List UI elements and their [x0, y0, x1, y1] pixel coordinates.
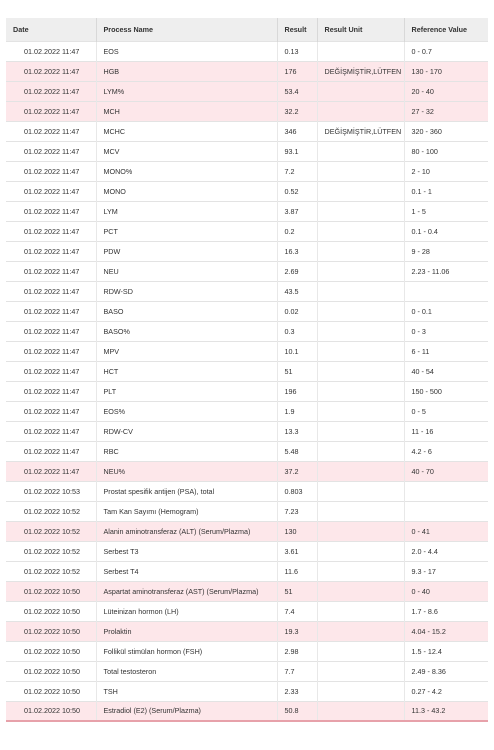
cell-process-name: Aspartat aminotransferaz (AST) (Serum/Plazma)	[96, 581, 277, 601]
cell-reference-value: 80 - 100	[404, 141, 488, 161]
cell-date: 01.02.2022 11:47	[6, 401, 96, 421]
cell-result: 176	[277, 61, 317, 81]
table-body	[6, 41, 488, 721]
cell-process-name: BASO%	[96, 321, 277, 341]
cell-result-unit	[317, 641, 404, 661]
cell-result: 5.48	[277, 441, 317, 461]
cell-process-name: MCH	[96, 101, 277, 121]
table-row[interactable]	[6, 321, 488, 341]
header-result[interactable]: Result	[277, 18, 317, 41]
cell-process-name: RDW-CV	[96, 421, 277, 441]
cell-result: 51	[277, 581, 317, 601]
cell-date: 01.02.2022 11:47	[6, 281, 96, 301]
cell-reference-value: 40 - 70	[404, 461, 488, 481]
cell-result: 93.1	[277, 141, 317, 161]
table-row[interactable]	[6, 661, 488, 681]
cell-result-unit	[317, 81, 404, 101]
cell-result-unit	[317, 441, 404, 461]
table-row[interactable]	[6, 521, 488, 541]
table-row[interactable]	[6, 501, 488, 521]
cell-reference-value	[404, 501, 488, 521]
cell-process-name: TSH	[96, 681, 277, 701]
table-row[interactable]	[6, 301, 488, 321]
cell-result: 0.13	[277, 41, 317, 61]
table-row[interactable]	[6, 441, 488, 461]
cell-reference-value: 1.7 - 8.6	[404, 601, 488, 621]
cell-process-name: MCV	[96, 141, 277, 161]
cell-date: 01.02.2022 10:50	[6, 581, 96, 601]
cell-date: 01.02.2022 10:53	[6, 481, 96, 501]
cell-result-unit	[317, 461, 404, 481]
cell-date: 01.02.2022 10:50	[6, 601, 96, 621]
cell-result: 7.23	[277, 501, 317, 521]
cell-date: 01.02.2022 11:47	[6, 101, 96, 121]
header-result-unit[interactable]: Result Unit	[317, 18, 404, 41]
cell-process-name: HCT	[96, 361, 277, 381]
cell-process-name: Follikül stimülan hormon (FSH)	[96, 641, 277, 661]
cell-result-unit	[317, 381, 404, 401]
cell-result: 43.5	[277, 281, 317, 301]
cell-reference-value: 0 - 5	[404, 401, 488, 421]
cell-date: 01.02.2022 11:47	[6, 141, 96, 161]
cell-process-name: LYM	[96, 201, 277, 221]
cell-process-name: EOS%	[96, 401, 277, 421]
cell-date: 01.02.2022 11:47	[6, 341, 96, 361]
cell-date: 01.02.2022 11:47	[6, 261, 96, 281]
cell-date: 01.02.2022 10:52	[6, 501, 96, 521]
cell-result-unit	[317, 501, 404, 521]
cell-result: 3.87	[277, 201, 317, 221]
cell-result-unit	[317, 541, 404, 561]
cell-reference-value	[404, 481, 488, 501]
cell-reference-value: 130 - 170	[404, 61, 488, 81]
cell-result: 50.8	[277, 701, 317, 721]
cell-result-unit	[317, 261, 404, 281]
lab-results-table	[6, 18, 488, 722]
table-row[interactable]	[6, 581, 488, 601]
cell-result: 3.61	[277, 541, 317, 561]
cell-date: 01.02.2022 11:47	[6, 121, 96, 141]
header-process-name[interactable]: Process Name	[96, 18, 277, 41]
cell-result: 0.803	[277, 481, 317, 501]
cell-date: 01.02.2022 11:47	[6, 161, 96, 181]
cell-reference-value	[404, 281, 488, 301]
cell-reference-value: 27 - 32	[404, 101, 488, 121]
cell-result-unit	[317, 401, 404, 421]
table-row[interactable]	[6, 81, 488, 101]
cell-result-unit	[317, 521, 404, 541]
table-row[interactable]	[6, 421, 488, 441]
cell-result: 7.4	[277, 601, 317, 621]
cell-date: 01.02.2022 11:47	[6, 201, 96, 221]
cell-reference-value: 1.5 - 12.4	[404, 641, 488, 661]
cell-date: 01.02.2022 11:47	[6, 421, 96, 441]
cell-result-unit	[317, 341, 404, 361]
cell-result-unit	[317, 181, 404, 201]
cell-result-unit	[317, 681, 404, 701]
table-row[interactable]	[6, 201, 488, 221]
cell-process-name: BASO	[96, 301, 277, 321]
cell-reference-value: 1 - 5	[404, 201, 488, 221]
cell-result: 7.7	[277, 661, 317, 681]
cell-process-name: PLT	[96, 381, 277, 401]
cell-reference-value: 320 - 360	[404, 121, 488, 141]
table-row[interactable]	[6, 181, 488, 201]
cell-date: 01.02.2022 10:50	[6, 641, 96, 661]
cell-result: 7.2	[277, 161, 317, 181]
table-row[interactable]	[6, 101, 488, 121]
cell-result: 51	[277, 361, 317, 381]
table-row[interactable]	[6, 121, 488, 141]
cell-reference-value: 4.2 - 6	[404, 441, 488, 461]
cell-process-name: MONO%	[96, 161, 277, 181]
cell-reference-value: 0 - 3	[404, 321, 488, 341]
cell-reference-value: 6 - 11	[404, 341, 488, 361]
table-row[interactable]	[6, 221, 488, 241]
table-row[interactable]	[6, 621, 488, 641]
cell-date: 01.02.2022 10:52	[6, 521, 96, 541]
cell-reference-value: 0.1 - 1	[404, 181, 488, 201]
cell-process-name: LYM%	[96, 81, 277, 101]
header-date[interactable]: Date	[6, 18, 96, 41]
cell-date: 01.02.2022 11:47	[6, 461, 96, 481]
cell-result-unit	[317, 661, 404, 681]
cell-process-name: PDW	[96, 241, 277, 261]
cell-process-name: MPV	[96, 341, 277, 361]
table-row[interactable]	[6, 381, 488, 401]
cell-date: 01.02.2022 10:52	[6, 541, 96, 561]
cell-reference-value: 0 - 41	[404, 521, 488, 541]
table-row[interactable]	[6, 61, 488, 81]
cell-result-unit: DEĞİŞMİŞTİR,LÜTFEN	[317, 61, 404, 81]
cell-result: 196	[277, 381, 317, 401]
cell-reference-value: 0.27 - 4.2	[404, 681, 488, 701]
cell-result: 2.33	[277, 681, 317, 701]
cell-process-name: MCHC	[96, 121, 277, 141]
cell-result-unit: DEĞİŞMİŞTİR,LÜTFEN	[317, 121, 404, 141]
table-row[interactable]	[6, 401, 488, 421]
cell-process-name: Serbest T3	[96, 541, 277, 561]
cell-date: 01.02.2022 11:47	[6, 221, 96, 241]
cell-result-unit	[317, 161, 404, 181]
cell-result: 19.3	[277, 621, 317, 641]
cell-process-name: NEU%	[96, 461, 277, 481]
header-reference-value[interactable]: Reference Value	[404, 18, 488, 41]
cell-result-unit	[317, 421, 404, 441]
cell-result-unit	[317, 701, 404, 721]
cell-reference-value: 2.0 - 4.4	[404, 541, 488, 561]
cell-process-name: PCT	[96, 221, 277, 241]
cell-reference-value: 20 - 40	[404, 81, 488, 101]
cell-result-unit	[317, 221, 404, 241]
cell-result-unit	[317, 141, 404, 161]
table-row[interactable]	[6, 641, 488, 661]
cell-result-unit	[317, 601, 404, 621]
table-row[interactable]	[6, 341, 488, 361]
cell-process-name: RBC	[96, 441, 277, 461]
header-row	[6, 18, 488, 41]
cell-result: 11.6	[277, 561, 317, 581]
cell-result: 346	[277, 121, 317, 141]
cell-date: 01.02.2022 11:47	[6, 181, 96, 201]
cell-date: 01.02.2022 11:47	[6, 61, 96, 81]
cell-process-name: Tam Kan Sayımı (Hemogram)	[96, 501, 277, 521]
cell-result-unit	[317, 281, 404, 301]
cell-result: 0.2	[277, 221, 317, 241]
cell-date: 01.02.2022 10:50	[6, 661, 96, 681]
table-row[interactable]	[6, 261, 488, 281]
table-row[interactable]	[6, 141, 488, 161]
cell-result: 130	[277, 521, 317, 541]
cell-result: 2.69	[277, 261, 317, 281]
cell-result-unit	[317, 201, 404, 221]
cell-process-name: Alanin aminotransferaz (ALT) (Serum/Plazma)	[96, 521, 277, 541]
table-row[interactable]	[6, 701, 488, 721]
table-row[interactable]	[6, 281, 488, 301]
cell-reference-value: 2.23 - 11.06	[404, 261, 488, 281]
table-row[interactable]	[6, 241, 488, 261]
cell-process-name: HGB	[96, 61, 277, 81]
cell-result: 0.3	[277, 321, 317, 341]
cell-result: 37.2	[277, 461, 317, 481]
table-row[interactable]	[6, 361, 488, 381]
cell-result-unit	[317, 621, 404, 641]
table-header	[6, 18, 488, 41]
cell-reference-value: 150 - 500	[404, 381, 488, 401]
cell-reference-value: 0 - 40	[404, 581, 488, 601]
cell-date: 01.02.2022 11:47	[6, 381, 96, 401]
table-row[interactable]	[6, 41, 488, 61]
table-row[interactable]	[6, 561, 488, 581]
cell-process-name: Total testosteron	[96, 661, 277, 681]
cell-reference-value: 0 - 0.1	[404, 301, 488, 321]
cell-result: 53.4	[277, 81, 317, 101]
table-row[interactable]	[6, 681, 488, 701]
table-row[interactable]	[6, 601, 488, 621]
cell-result: 0.52	[277, 181, 317, 201]
cell-process-name: Lüteinizan hormon (LH)	[96, 601, 277, 621]
cell-result: 2.98	[277, 641, 317, 661]
cell-reference-value: 2 - 10	[404, 161, 488, 181]
cell-result: 32.2	[277, 101, 317, 121]
table-row[interactable]	[6, 461, 488, 481]
table-row[interactable]	[6, 541, 488, 561]
table-row[interactable]	[6, 481, 488, 501]
table-row[interactable]	[6, 161, 488, 181]
cell-reference-value: 4.04 - 15.2	[404, 621, 488, 641]
cell-result-unit	[317, 481, 404, 501]
cell-date: 01.02.2022 10:50	[6, 621, 96, 641]
cell-result-unit	[317, 561, 404, 581]
cell-process-name: Estradiol (E2) (Serum/Plazma)	[96, 701, 277, 721]
cell-date: 01.02.2022 11:47	[6, 441, 96, 461]
cell-result: 16.3	[277, 241, 317, 261]
cell-result-unit	[317, 321, 404, 341]
cell-process-name: MONO	[96, 181, 277, 201]
cell-reference-value: 9.3 - 17	[404, 561, 488, 581]
cell-process-name: Prostat spesifik antijen (PSA), total	[96, 481, 277, 501]
cell-result-unit	[317, 301, 404, 321]
cell-date: 01.02.2022 11:47	[6, 301, 96, 321]
cell-result-unit	[317, 41, 404, 61]
cell-date: 01.02.2022 11:47	[6, 241, 96, 261]
cell-date: 01.02.2022 11:47	[6, 41, 96, 61]
cell-result-unit	[317, 101, 404, 121]
cell-reference-value: 11 - 16	[404, 421, 488, 441]
cell-result: 1.9	[277, 401, 317, 421]
cell-process-name: RDW-SD	[96, 281, 277, 301]
cell-result: 13.3	[277, 421, 317, 441]
cell-process-name: NEU	[96, 261, 277, 281]
cell-date: 01.02.2022 11:47	[6, 361, 96, 381]
cell-reference-value: 2.49 - 8.36	[404, 661, 488, 681]
cell-date: 01.02.2022 10:50	[6, 701, 96, 721]
cell-result: 10.1	[277, 341, 317, 361]
cell-result-unit	[317, 581, 404, 601]
cell-result-unit	[317, 241, 404, 261]
cell-reference-value: 40 - 54	[404, 361, 488, 381]
cell-result: 0.02	[277, 301, 317, 321]
cell-date: 01.02.2022 11:47	[6, 321, 96, 341]
cell-result-unit	[317, 361, 404, 381]
cell-date: 01.02.2022 10:50	[6, 681, 96, 701]
cell-process-name: Serbest T4	[96, 561, 277, 581]
cell-date: 01.02.2022 11:47	[6, 81, 96, 101]
cell-reference-value: 0.1 - 0.4	[404, 221, 488, 241]
cell-reference-value: 9 - 28	[404, 241, 488, 261]
cell-reference-value: 0 - 0.7	[404, 41, 488, 61]
cell-process-name: Prolaktin	[96, 621, 277, 641]
cell-process-name: EOS	[96, 41, 277, 61]
cell-reference-value: 11.3 - 43.2	[404, 701, 488, 721]
cell-date: 01.02.2022 10:52	[6, 561, 96, 581]
